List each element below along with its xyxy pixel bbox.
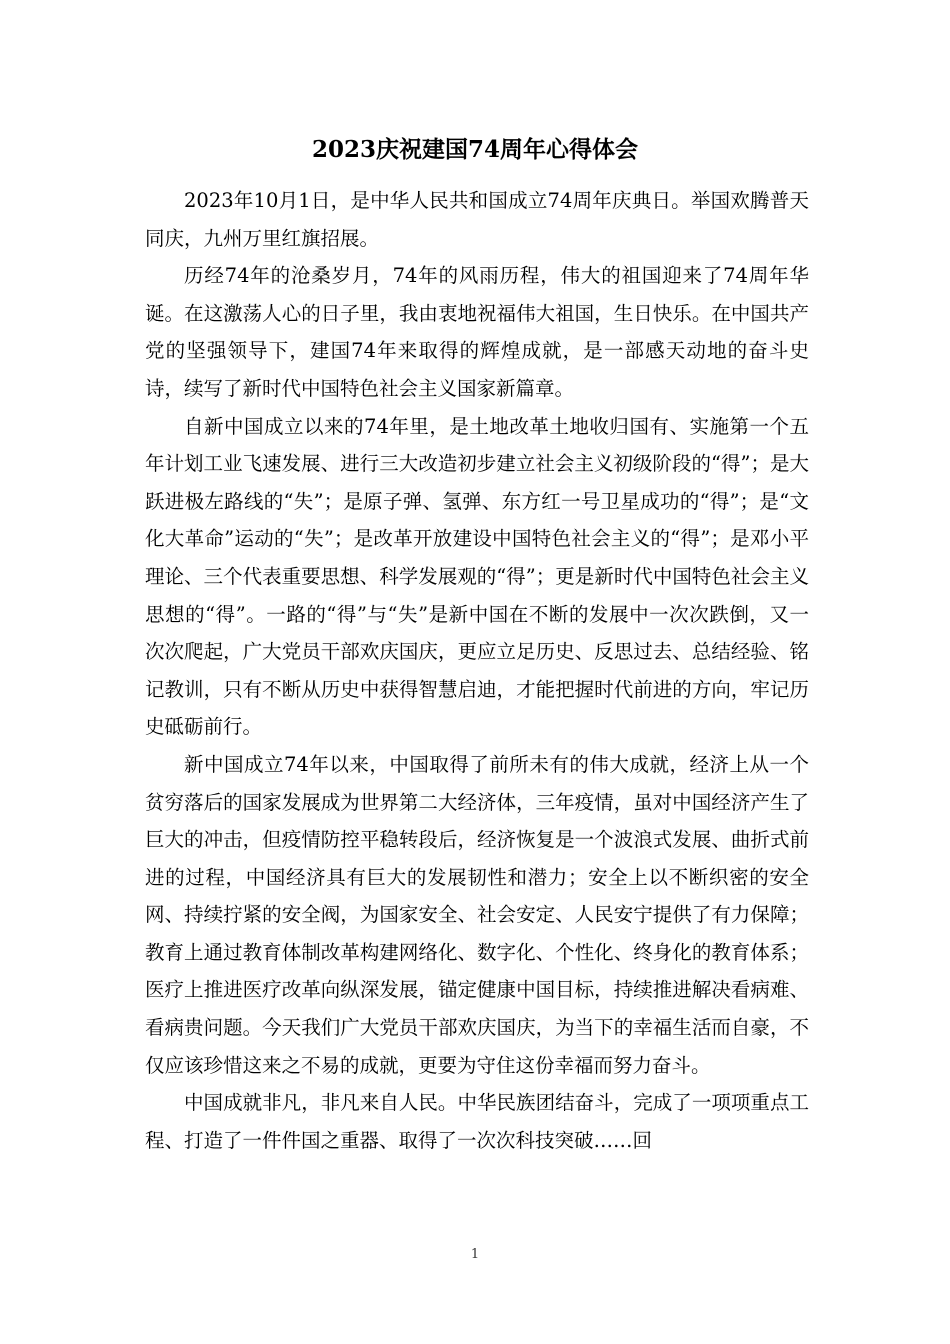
paragraph-3: 自新中国成立以来的74年里，是土地改革土地收归国有、实施第一个五年计划工业飞速发展、进行三大改造初步建立社会主义初级阶段的“得”；是大跃进极左路线的“失”；是原子弹、氢弹、东方红一号卫星成功的“得”；是“文化大革命”运动的“失”；是改革开放建设中国特色社会主义的“得”；是邓小平理论、三个代表重要思想、科学发展观的“得”；更是新时代中国特色社会主义思想的“得”。一路的“得”与“失”是新中国在不断的发展中一次次跌倒，又一次次爬起，广大党员干部欢庆国庆，更应立足历史、反思过去、总结经验、铭记教训，只有不断从历史中获得智慧启迪，才能把握时代前进的方向，牢记历史砥砺前行。 xyxy=(145,414,809,739)
document-body xyxy=(145,182,809,1159)
paragraph-4: 新中国成立74年以来，中国取得了前所未有的伟大成就，经济上从一个贫穷落后的国家发展成为世界第二大经济体，三年疫情，虽对中国经济产生了巨大的冲击，但疫情防控平稳转段后，经济恢复是一个波浪式发展、曲折式前进的过程，中国经济具有巨大的发展韧性和潜力；安全上以不断织密的安全网、持续拧紧的安全阀，为国家安全、社会安定、人民安宁提供了有力保障；教育上通过教育体制改革构建网络化、数字化、个性化、终身化的教育体系；医疗上推进医疗改革向纵深发展，锚定健康中国目标，持续推进解决看病难、看病贵问题。今天我们广大党员干部欢庆国庆，为当下的幸福生活而自豪，不仅应该珍惜这来之不易的成就，更要为守住这份幸福而努力奋斗。 xyxy=(145,752,809,1077)
paragraph-2: 历经74年的沧桑岁月，74年的风雨历程，伟大的祖国迎来了74周年华诞。在这激荡人心的日子里，我由衷地祝福伟大祖国，生日快乐。在中国共产党的坚强领导下，建国74年来取得的辉煌成就，是一部感天动地的奋斗史诗，续写了新时代中国特色社会主义国家新篇章。 xyxy=(145,264,809,400)
page-number: 1 xyxy=(470,1247,480,1262)
document-title: 2023庆祝建国74周年心得体会 xyxy=(311,136,639,163)
paragraph-5: 中国成就非凡，非凡来自人民。中华民族团结奋斗，完成了一项项重点工程、打造了一件件国之重器、取得了一次次科技突破……回 xyxy=(145,1091,809,1152)
paragraph-1: 2023年10月1日，是中华人民共和国成立74周年庆典日。举国欢腾普天同庆，九州万里红旗招展。 xyxy=(145,189,809,250)
